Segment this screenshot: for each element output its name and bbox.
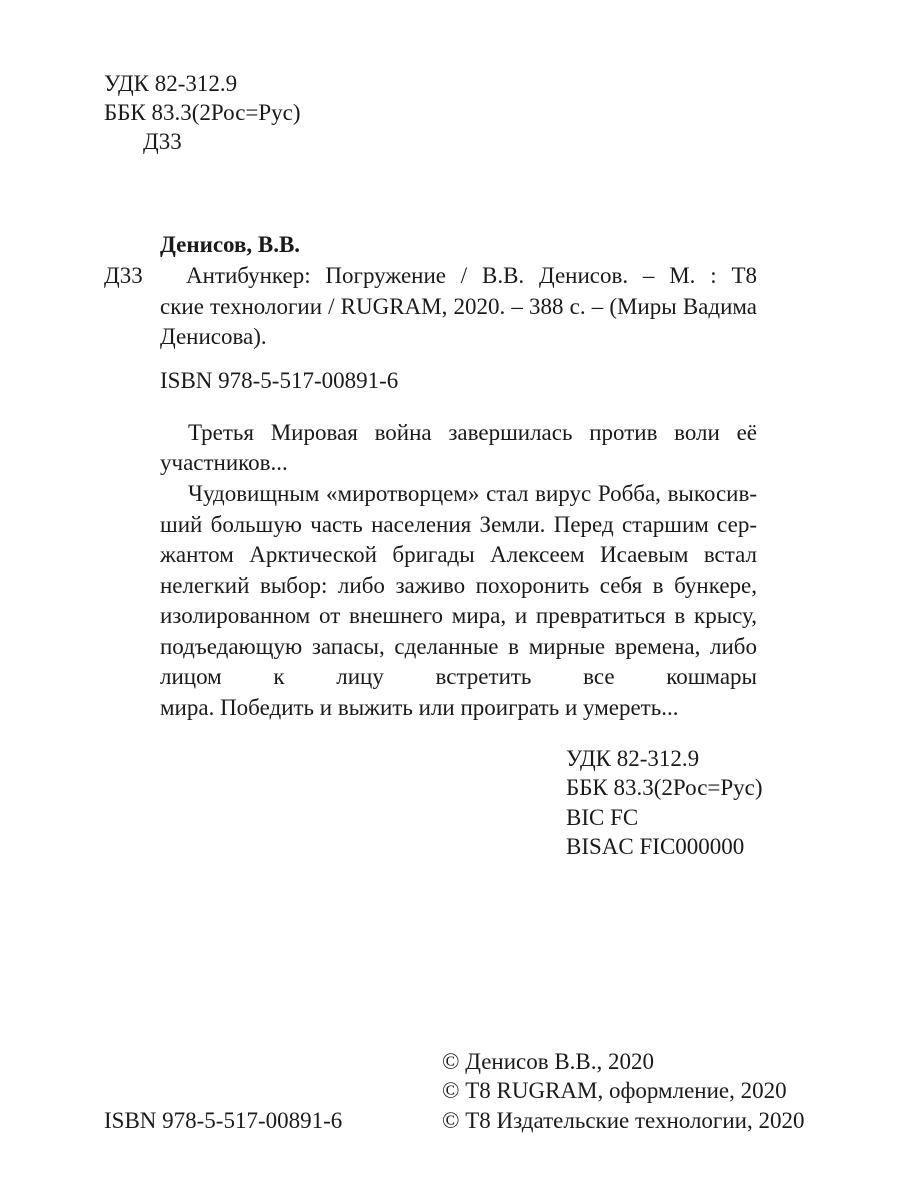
annotation-p2-line5: изолированном от внешнего мира, и превратиться в крысу, [160,603,757,628]
annotation-p2-line6: подъедающую запасы, сделанные в мирные времена, либо [160,634,757,659]
annotation-p2-line1: Чудовищным «миротворцем» стал вирус Робба, выкосив- [188,481,757,506]
author-sign-top: Д33 [143,129,182,154]
udk-code-top: УДК 82-312.9 [104,71,238,96]
bbk-code-bottom: ББК 83.3(2Рос=Рус) [566,775,763,800]
bbk-code-top: ББК 83.3(2Рос=Рус) [104,100,301,125]
bib-line-3: Денисова). [160,324,267,349]
bib-line-1: Антибункер: Погружение / В.В. Денисов. – М. : Т8 [186,263,757,288]
bib-author-sign: Д33 [104,263,143,288]
annotation-p2-line2: ший большую часть населения Земли. Перед старшим сер- [160,512,757,537]
annotation-p1-line2: участников... [160,450,288,475]
udk-code-bottom: УДК 82-312.9 [566,746,700,771]
footer-isbn: ISBN 978-5-517-00891-6 [104,1108,343,1133]
annotation-p1-line1: Третья Мировая война завершилась против воли её [188,420,757,445]
bisac-code: BISAC FIC000000 [566,834,745,859]
bib-line-2: ские технологии / RUGRAM, 2020. – 388 с. – (Миры Вадима [160,294,757,319]
bib-author: Денисов, В.В. [160,232,301,257]
bic-code: BIC FC [566,805,639,830]
copyright-publisher: © Т8 Издательские технологии, 2020 [442,1108,805,1133]
copyright-author: © Денисов В.В., 2020 [442,1049,655,1074]
annotation-p2-line3: жантом Арктической бригады Алексеем Исаевым встал [160,542,757,567]
annotation-p2-line7: лицом к лицу встретить все кошмары [160,664,757,689]
annotation-p2-line4: нелегкий выбор: либо заживо похоронить себя в бункере, [160,573,757,598]
bib-isbn: ISBN 978-5-517-00891-6 [160,368,399,393]
copyright-design: © Т8 RUGRAM, оформление, 2020 [442,1078,787,1103]
annotation-p2-line8: мира. Победить и выжить или проиграть и умереть... [160,695,679,720]
